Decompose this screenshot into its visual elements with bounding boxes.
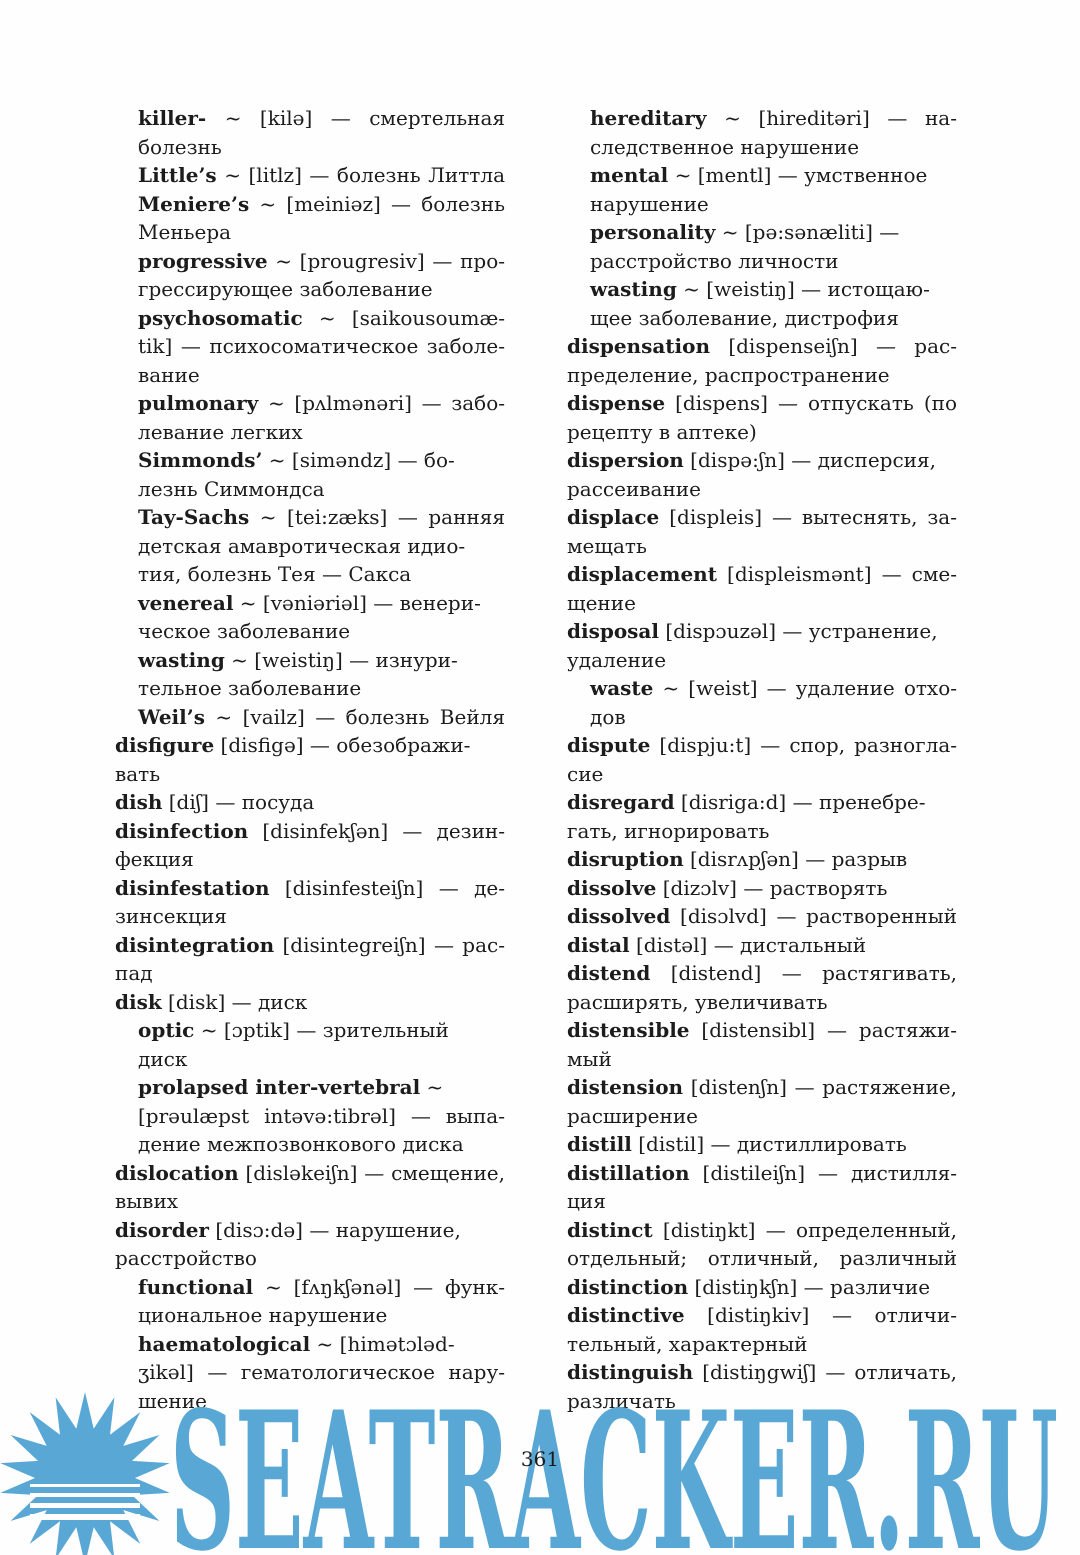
definition-text: [dizɔlv] — растворять: [656, 875, 888, 900]
dictionary-entry-line: [115, 1016, 505, 1045]
definition-text: щение: [567, 590, 636, 615]
headword: functional: [138, 1274, 254, 1299]
definition-text: тельный, характерный: [567, 1331, 808, 1356]
dictionary-entry-line: [567, 788, 957, 817]
headword: dissolve: [567, 875, 657, 900]
definition-text: следственное нарушение: [590, 134, 860, 159]
dictionary-continuation-line: [115, 332, 505, 361]
headword: disinfection: [115, 818, 249, 843]
definition-text: ʒikəl] — гематологическое нару-: [138, 1360, 505, 1384]
definition-text: ~ [weistiŋ] — истощаю-: [676, 277, 930, 301]
dictionary-continuation-line: [115, 361, 505, 390]
definition-text: ция: [567, 1189, 606, 1213]
dictionary-entry-line: [567, 275, 957, 304]
headword: progressive: [138, 248, 268, 273]
headword: disintegration: [115, 932, 275, 957]
headword: displace: [567, 505, 660, 529]
dictionary-entry-line: [567, 674, 957, 703]
dictionary-entry-line: [567, 1216, 957, 1245]
dictionary-entry-line: [567, 959, 957, 988]
dictionary-entry-line: [115, 589, 505, 618]
definition-text: ~ [weist] — удаление отхо-: [653, 676, 957, 700]
definition-text: вывих: [115, 1189, 179, 1213]
dictionary-entry-line: [567, 161, 957, 190]
definition-text: пределение, распространение: [567, 362, 890, 387]
definition-text: расширять, увеличивать: [567, 989, 828, 1014]
definition-text: [disɔ:də] — нарушение,: [208, 1217, 461, 1242]
dictionary-entry-line: [567, 1301, 957, 1330]
definition-text: [displeis] — вытеснять, за-: [659, 505, 957, 529]
definition-text: [disk] — диск: [161, 989, 308, 1014]
definition-text: левание легких: [138, 419, 303, 444]
definition-text: [disinfesteiʃn] — де-: [269, 875, 505, 900]
definition-text: ~ [saikousoumæ-: [302, 305, 505, 330]
definition-text: [dispə:ʃn] — дисперсия,: [683, 448, 936, 472]
dictionary-continuation-line: [115, 1301, 505, 1330]
definition-text: рецепту в аптеке): [567, 419, 757, 444]
watermark-text: SEATRACKER.RU: [170, 1380, 1058, 1555]
definition-text: [distiŋgwiʃ] — отличать,: [693, 1360, 957, 1384]
dictionary-entry-line: [567, 845, 957, 874]
definition-text: ~ [tei:zæks] — ранняя: [249, 505, 505, 529]
definition-text: рассеивание: [567, 476, 701, 501]
headword: Weil’s: [138, 704, 205, 729]
dictionary-continuation-line: [115, 1102, 505, 1131]
dictionary-entry-line: [567, 1273, 957, 1302]
dictionary-continuation-line: [115, 617, 505, 646]
dictionary-continuation-line: [115, 1187, 505, 1216]
definition-text: [distend] — растягивать,: [650, 961, 957, 985]
definition-text: [disinfekʃən] — дезин-: [248, 818, 505, 843]
dictionary-entry-line: [567, 902, 957, 931]
dictionary-continuation-line: [567, 304, 957, 333]
headword: venereal: [138, 590, 234, 615]
sun-stripe: [30, 1484, 140, 1487]
dictionary-continuation-line: [567, 1244, 957, 1273]
sun-stripe: [30, 1493, 140, 1497]
headword: pulmonary: [138, 391, 259, 415]
definition-text: различать: [567, 1388, 676, 1413]
definition-text: ~ [ɔptik] — зрительный: [194, 1018, 449, 1042]
dictionary-entry-line: [567, 332, 957, 361]
dictionary-continuation-line: [115, 1130, 505, 1159]
headword: hereditary: [590, 106, 707, 130]
dictionary-continuation-line: [115, 475, 505, 504]
definition-text: ~ [litlz] — болезнь Литтла: [216, 163, 505, 187]
headword: psychosomatic: [138, 305, 303, 330]
dictionary-continuation-line: [115, 275, 505, 304]
headword: dispense: [567, 391, 666, 415]
dictionary-entry-line: [567, 1073, 957, 1102]
dictionary-continuation-line: [115, 532, 505, 561]
dictionary-entry-line: [115, 190, 505, 219]
definition-text: ~ [kilə] — смертельная: [206, 106, 505, 130]
dictionary-continuation-line: [567, 247, 957, 276]
headword: waste: [590, 676, 654, 700]
page-number: 361: [520, 1447, 560, 1471]
definition-text: ~ [weistiŋ] — изнури-: [224, 647, 458, 672]
definition-text: расстройство личности: [590, 248, 839, 273]
sun-stripe: [30, 1503, 140, 1508]
definition-text: вание: [138, 362, 200, 387]
definition-text: [dispju:t] — спор, разногла-: [650, 733, 957, 757]
headword: displacement: [567, 562, 717, 586]
definition-text: мещать: [567, 533, 647, 558]
definition-text: ~ [himətɔləd-: [310, 1331, 455, 1356]
definition-text: ~ [meiniəz] — болезнь: [249, 191, 505, 216]
dictionary-entry-line: [115, 389, 505, 418]
dictionary-entry-line: [115, 304, 505, 333]
headword: distinct: [567, 1217, 653, 1242]
definition-text: ~ [prougresiv] — про-: [267, 248, 505, 273]
dictionary-continuation-line: [115, 560, 505, 589]
definition-text: вать: [115, 761, 161, 786]
dictionary-entry-line: [567, 1016, 957, 1045]
dictionary-continuation-line: [115, 760, 505, 789]
headword: killer-: [138, 106, 207, 130]
dictionary-entry-line: [567, 104, 957, 133]
definition-text: расширение: [567, 1103, 698, 1128]
dictionary-entry-line: [567, 931, 957, 960]
definition-text: ческое заболевание: [138, 619, 351, 643]
definition-text: ~ [vailz] — болезнь Вейля: [204, 704, 505, 729]
definition-text: дение межпозвонкового диска: [138, 1132, 464, 1156]
definition-text: ~ [fʌŋkʃənəl] — функ-: [253, 1274, 505, 1299]
dictionary-continuation-line: [115, 1045, 505, 1074]
definition-text: [disrʌpʃən] — разрыв: [683, 847, 908, 871]
definition-text: зинсекция: [115, 904, 227, 928]
headword: personality: [590, 220, 716, 244]
dictionary-entry-line: [115, 161, 505, 190]
headword: distension: [567, 1075, 684, 1099]
dictionary-continuation-line: [115, 959, 505, 988]
headword: distinction: [567, 1274, 689, 1299]
dictionary-entry-line: [115, 646, 505, 675]
dictionary-entry-line: [567, 731, 957, 760]
definition-text: [distiŋkt] — определенный,: [652, 1217, 957, 1242]
headword: haematological: [138, 1331, 311, 1356]
definition-text: болезнь: [138, 134, 222, 159]
definition-text: [disləkeiʃn] — смещение,: [238, 1160, 505, 1185]
sun-stripe: [30, 1514, 140, 1520]
dictionary-continuation-line: [567, 418, 957, 447]
right-column: [567, 104, 957, 1415]
headword: disregard: [567, 790, 675, 814]
headword: distinguish: [567, 1360, 694, 1384]
dictionary-entry-line: [115, 1330, 505, 1359]
dictionary-entry-line: [115, 104, 505, 133]
headword: disinfestation: [115, 875, 270, 900]
dictionary-continuation-line: [567, 703, 957, 732]
definition-text: шение: [138, 1388, 207, 1413]
headword: disposal: [567, 619, 659, 643]
dictionary-continuation-line: [567, 133, 957, 162]
definition-text: [diʃ] — посуда: [162, 790, 315, 814]
definition-text: [distil] — дистиллировать: [631, 1132, 907, 1156]
dictionary-entry-line: [567, 389, 957, 418]
definition-text: ~ [pʌlmənəri] — забо-: [258, 391, 505, 415]
headword: dispute: [567, 733, 651, 757]
definition-text: циональное нарушение: [138, 1303, 388, 1327]
definition-text: фекция: [115, 847, 194, 871]
dictionary-continuation-line: [567, 1330, 957, 1359]
dictionary-continuation-line: [567, 532, 957, 561]
dictionary-entry-line: [567, 874, 957, 903]
definition-text: ~ [hireditəri] — на-: [706, 106, 957, 130]
headword: distend: [567, 961, 651, 985]
definition-text: [disɔlvd] — растворенный: [670, 904, 957, 928]
dictionary-continuation-line: [115, 902, 505, 931]
definition-text: отдельный; отличный, различный: [567, 1246, 957, 1270]
dictionary-entry-line: [115, 817, 505, 846]
dictionary-continuation-line: [115, 218, 505, 247]
headword: distill: [567, 1132, 632, 1156]
dictionary-entry-line: [115, 1073, 505, 1102]
dictionary-continuation-line: [115, 418, 505, 447]
definition-text: диск: [138, 1046, 188, 1071]
dictionary-continuation-line: [115, 674, 505, 703]
definition-text: [dispenseiʃn] — рас-: [710, 334, 957, 358]
definition-text: [prəulæpst intəvə:tibrəl] — выпа-: [138, 1103, 505, 1128]
dictionary-entry-line: [567, 503, 957, 532]
dictionary-continuation-line: [567, 817, 957, 846]
definition-text: ~ [siməndz] — бо-: [262, 448, 455, 472]
dictionary-entry-line: [115, 247, 505, 276]
dictionary-entry-line: [115, 1273, 505, 1302]
definition-text: детская амавротическая идио-: [138, 533, 466, 558]
headword: dispersion: [567, 448, 684, 472]
definition-text: tik] — психосоматическое заболе-: [138, 334, 505, 358]
dictionary-continuation-line: [115, 133, 505, 162]
dictionary-continuation-line: [567, 190, 957, 219]
definition-text: дов: [590, 704, 626, 729]
dictionary-entry-line: [115, 731, 505, 760]
definition-text: мый: [567, 1046, 612, 1071]
dictionary-continuation-line: [567, 1102, 957, 1131]
headword: Meniere’s: [138, 191, 250, 216]
sun-logo-icon: [0, 1392, 169, 1555]
definition-text: щее заболевание, дистрофия: [590, 305, 899, 330]
definition-text: лезнь Симмондса: [138, 476, 325, 501]
definition-text: [distileiʃn] — дистилля-: [689, 1160, 957, 1185]
headword: distinctive: [567, 1303, 685, 1327]
definition-text: [disintegreiʃn] — рас-: [274, 932, 505, 957]
definition-text: ~ [pə:sənæliti] —: [715, 220, 900, 244]
headword: disorder: [115, 1217, 209, 1242]
definition-text: удаление: [567, 647, 667, 672]
dictionary-entry-line: [115, 931, 505, 960]
dictionary-entry-line: [567, 560, 957, 589]
dictionary-continuation-line: [567, 1045, 957, 1074]
headword: distillation: [567, 1160, 690, 1185]
dictionary-entry-line: [115, 446, 505, 475]
definition-text: тия, болезнь Тея — Сакса: [138, 562, 412, 586]
definition-text: нарушение: [590, 191, 709, 216]
dictionary-entry-line: [567, 218, 957, 247]
headword: dispensation: [567, 334, 711, 358]
definition-text: [disfigə] — обезображи-: [214, 733, 471, 757]
definition-text: грессирующее заболевание: [138, 277, 433, 301]
definition-text: [distiŋkʃn] — различие: [688, 1274, 931, 1299]
headword: wasting: [138, 647, 225, 672]
headword: Tay-Sachs: [138, 505, 250, 529]
left-column: [115, 104, 505, 1415]
headword: Little’s: [138, 163, 217, 187]
definition-text: тельное заболевание: [138, 676, 362, 700]
headword: dislocation: [115, 1160, 239, 1185]
dictionary-entry-line: [567, 617, 957, 646]
dictionary-entry-line: [115, 788, 505, 817]
dictionary-continuation-line: [567, 589, 957, 618]
definition-text: [distəl] — дистальный: [629, 932, 867, 957]
dictionary-continuation-line: [567, 1187, 957, 1216]
definition-text: [distensibl] — растяжи-: [689, 1018, 957, 1042]
dictionary-entry-line: [115, 1216, 505, 1245]
definition-text: [distiŋkiv] — отличи-: [684, 1303, 957, 1327]
headword: Simmonds’: [138, 448, 263, 472]
definition-text: ~ [mentl] — умственное: [668, 163, 928, 187]
headword: dish: [115, 790, 163, 814]
dictionary-continuation-line: [567, 361, 957, 390]
definition-text: [dispens] — отпускать (по: [665, 391, 957, 415]
dictionary-entry-line: [115, 874, 505, 903]
dictionary-entry-line: [115, 988, 505, 1017]
definition-text: ~: [420, 1075, 444, 1099]
definition-text: [distenʃn] — растяжение,: [683, 1075, 957, 1099]
headword: disk: [115, 989, 162, 1014]
definition-text: [dispɔuzəl] — устранение,: [658, 619, 938, 643]
headword: distensible: [567, 1018, 690, 1042]
headword: mental: [590, 163, 669, 187]
dictionary-entry-line: [115, 503, 505, 532]
dictionary-entry-line: [115, 703, 505, 732]
headword: dissolved: [567, 904, 671, 928]
dictionary-continuation-line: [567, 475, 957, 504]
definition-text: [displeismənt] — сме-: [716, 562, 957, 586]
dictionary-continuation-line: [567, 988, 957, 1017]
headword: distal: [567, 932, 630, 957]
dictionary-entry-line: [115, 1159, 505, 1188]
dictionary-continuation-line: [567, 760, 957, 789]
definition-text: расстройство: [115, 1246, 257, 1270]
sun-disk: [41, 1434, 129, 1522]
headword: optic: [138, 1018, 195, 1042]
dictionary-continuation-line: [567, 646, 957, 675]
definition-text: [disriga:d] — пренебре-: [674, 790, 926, 814]
dictionary-entry-line: [567, 446, 957, 475]
dictionary-entry-line: [567, 1159, 957, 1188]
definition-text: пад: [115, 961, 153, 985]
dictionary-entry-line: [567, 1130, 957, 1159]
definition-text: Меньера: [138, 220, 232, 244]
headword: disfigure: [115, 733, 215, 757]
definition-text: сие: [567, 761, 604, 786]
headword: wasting: [590, 277, 677, 301]
dictionary-continuation-line: [115, 845, 505, 874]
headword: disruption: [567, 847, 684, 871]
definition-text: ~ [vəniəriəl] — венери-: [233, 590, 481, 615]
headword: prolapsed inter-vertebral: [138, 1075, 421, 1099]
definition-text: гать, игнорировать: [567, 818, 770, 843]
dictionary-continuation-line: [115, 1244, 505, 1273]
